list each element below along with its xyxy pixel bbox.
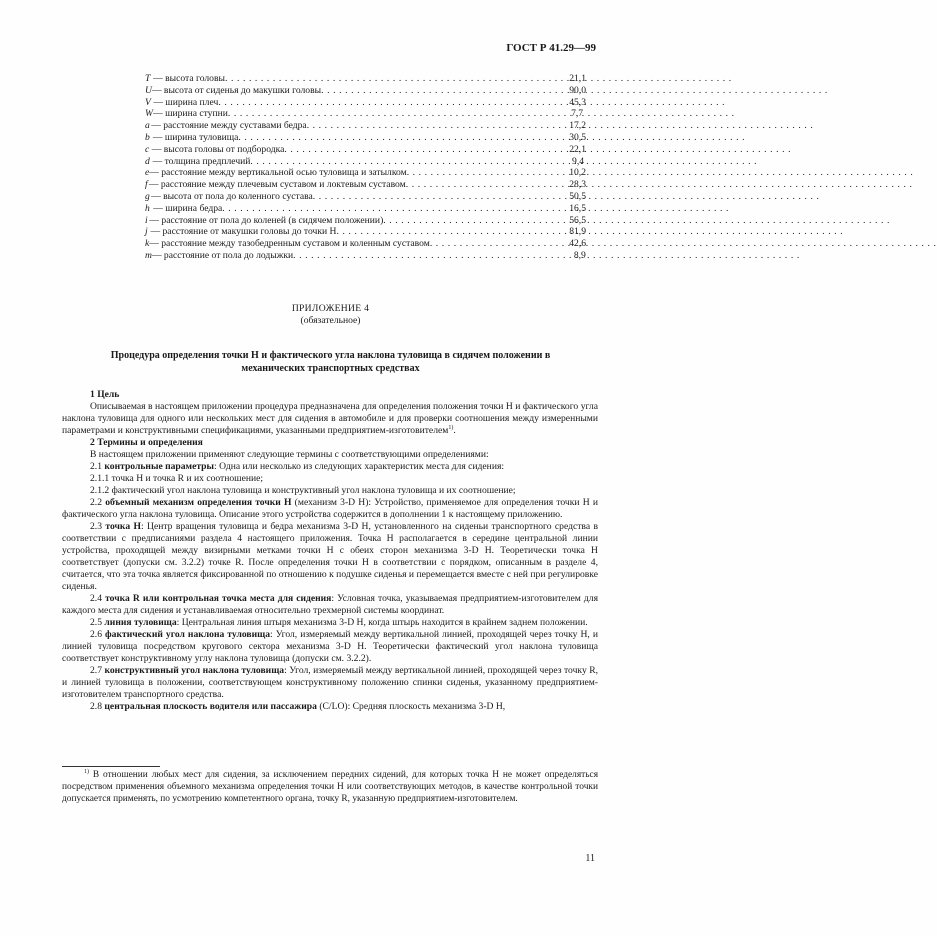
- paragraph-2-1: [62, 461, 598, 473]
- paragraph-2-6: [62, 629, 598, 665]
- paragraph-2-7: [62, 665, 598, 701]
- dimension-symbol: j: [145, 226, 148, 238]
- dimension-row: [145, 215, 586, 227]
- paragraph-2-1-2: 2.1.2 фактический угол наклона туловища и конструктивный угол наклона туловища и их соотношение;: [90, 485, 516, 496]
- dimension-value: 7,7: [571, 108, 584, 120]
- paragraph-2-1-1: 2.1.1 точка H и точка R и их соотношение;: [90, 473, 264, 484]
- dimension-value: 81,9: [569, 226, 586, 238]
- dimension-symbol: T: [145, 73, 151, 84]
- definition: : Угол, измеряемый между вертикальной линией, проходящей через точку H, и линией туловища посредством кругового сектора механизма 3-D H. Теоретически фактический угол наклона туловища соответствует конструктивному углу наклона туловища (допуски см. 3.2.2).: [62, 629, 598, 664]
- dimension-value: 90,0: [569, 84, 586, 96]
- para-number: 2.1: [90, 461, 102, 472]
- para-number: 2.5: [90, 617, 102, 628]
- dimension-value: 8,9: [573, 249, 586, 261]
- dimension-symbol: k: [145, 238, 150, 250]
- term: контрольные параметры: [104, 461, 215, 472]
- leader-dots: [383, 215, 569, 227]
- section-1-heading: 1 Цель: [90, 389, 120, 400]
- paragraph-2-5: [62, 617, 598, 629]
- dimension-value: 22,1: [569, 143, 586, 155]
- dimension-row: [145, 132, 586, 144]
- term: объемный механизм определения точки H: [105, 497, 292, 508]
- definition: : Условная точка, указываемая предприятием-изготовителем для каждого места для сидения и устанавливаемая относительно трехмерной системы координат.: [62, 593, 599, 616]
- section-2-intro: В настоящем приложении применяют следующие термины с соответствующими определениями:: [90, 449, 489, 460]
- dimension-label: — расстояние между суставами бедра: [151, 120, 307, 132]
- dimension-symbol: b: [145, 131, 150, 143]
- dimension-label: — высота от сиденья до макушки головы: [151, 84, 322, 96]
- dimension-value: 42,6: [569, 238, 586, 250]
- dimension-symbol: c: [145, 143, 150, 155]
- section-1-paragraph: Описываемая в настоящем приложении процедура предназначена для определения положения точки H и фактического угла наклона туловища для одного или нескольких мест для сидения в автомобиле и для проверки соотношения между измеренными параметрами и конструктивными спецификациями, указанными предприятием-изготовителем$^{1)}$.: [62, 401, 598, 436]
- dimension-symbol: h: [145, 202, 150, 214]
- dimension-row: [145, 144, 586, 156]
- leader-dots: [321, 85, 569, 97]
- dimension-label: — ширина ступни: [153, 108, 228, 120]
- dimensions-list: [145, 73, 586, 262]
- dimension-value: 45,3: [569, 96, 586, 108]
- dimension-symbol: f: [145, 179, 148, 191]
- leader-dots: [406, 179, 569, 191]
- dimension-label: — высота головы: [153, 73, 225, 84]
- leader-dots: [228, 108, 571, 120]
- dimension-value: 16,5: [569, 202, 586, 214]
- dimension-symbol: g: [145, 190, 150, 202]
- para-number: 2.3: [90, 521, 102, 532]
- dimension-label: — расстояние от пола до лодыжки: [151, 249, 294, 261]
- dimension-symbol: m: [145, 249, 152, 261]
- dimension-value: 10,2: [569, 167, 586, 179]
- paragraph-2-3: [62, 521, 598, 593]
- dimension-value: 56,5: [569, 214, 586, 226]
- dimension-label: — ширина плеч: [153, 96, 219, 108]
- dimension-value: 17,2: [569, 120, 586, 132]
- dimension-symbol: i: [145, 214, 148, 226]
- body-text: [62, 389, 598, 713]
- footnote-divider: [62, 766, 160, 767]
- section-2-heading: 2 Термины и определения: [90, 437, 203, 448]
- term: фактический угол наклона туловища: [105, 629, 270, 640]
- dimension-row: [145, 191, 586, 203]
- page-number: 11: [585, 853, 595, 864]
- dimension-row: [145, 108, 586, 120]
- dimension-row: [145, 97, 586, 109]
- dimension-label: — ширина бедра: [153, 202, 223, 214]
- dimension-symbol: V: [145, 96, 151, 108]
- dimension-value: 21,1: [569, 73, 586, 84]
- dimension-label: — ширина туловища: [152, 131, 239, 143]
- section-1-text: Описываемая в настоящем приложении процедура предназначена для определения положения точки H и фактического угла наклона туловища для одного или нескольких мест для сидения в автомобиле и для проверки соотношения между измеренными параметрами и конструктивными спецификациями, указанными предприятием-изготовителем: [62, 401, 598, 436]
- dimension-row: [145, 226, 586, 238]
- footnote-ref: 1): [448, 424, 454, 431]
- definition: : Одна или несколько из следующих характеристик места для сидения:: [214, 461, 505, 472]
- leader-dots: [407, 167, 570, 179]
- dimension-label: — расстояние от пола до коленей (в сидячем положении): [149, 214, 384, 226]
- leader-dots: [337, 226, 570, 238]
- paragraph-2-2: [62, 497, 598, 521]
- dimension-row: [145, 156, 586, 168]
- dimension-row: [145, 250, 586, 262]
- para-number: 2.8: [90, 701, 102, 712]
- leader-dots: [293, 250, 574, 262]
- term: линия туловища: [104, 617, 177, 628]
- term: центральная плоскость водителя или пассажира: [104, 701, 317, 712]
- para-number: 2.4: [90, 593, 102, 604]
- dimension-row: [145, 167, 586, 179]
- dimension-value: 50,5: [569, 190, 586, 202]
- dimension-label: — высота от пола до коленного сустава: [151, 190, 313, 202]
- dimension-row: [145, 238, 586, 250]
- footnote-text: В отношении любых мест для сидения, за исключением передних сидений, для которых точка H не может определяться посредством применения объемного механизма определения точки H или соответствующих методов, в качестве контрольной точки допускается применять, по усмотрению компетентного органа, точку R, указанную предприятием-изготовителем.: [62, 770, 599, 804]
- footnote-mark: 1): [84, 768, 89, 775]
- para-number: 2.7: [90, 665, 102, 676]
- dimension-row: [145, 120, 586, 132]
- leader-dots: [238, 132, 569, 144]
- document-header: ГОСТ Р 41.29—99: [506, 42, 596, 54]
- dimension-value: 30,5: [569, 131, 586, 143]
- dimension-row: [145, 203, 586, 215]
- paragraph-2-8: [62, 701, 598, 713]
- appendix-subtitle: (обязательное): [300, 315, 361, 326]
- definition: (C/LO): Средняя плоскость механизма 3-D H,: [316, 701, 506, 712]
- dimension-label: — высота головы от подбородка: [151, 143, 285, 155]
- footnote: [62, 770, 598, 805]
- definition: (механизм 3-D H): Устройство, применяемое для определения точки H и фактического угла наклона туловища. Описание этого устройства содержится в дополнении 1 к настоящему приложению.: [62, 497, 598, 520]
- appendix-title: ПРИЛОЖЕНИЕ 4: [291, 303, 370, 314]
- term: конструктивный угол наклона туловища: [104, 665, 285, 676]
- definition: : Угол, измеряемый между вертикальной линией, проходящей через точку R, и линией туловища в положении, соответствующем конструктивному положению спинки сиденья, указанному предприятием-изготовителем транспортного средства.: [62, 665, 598, 700]
- dimension-label: — расстояние между вертикальной осью туловища и затылком: [149, 167, 407, 179]
- leader-dots: [430, 238, 569, 250]
- dimension-label: — расстояние между тазобедренным суставом и коленным суставом: [149, 238, 430, 250]
- leader-dots: [313, 191, 569, 203]
- para-number: 2.6: [90, 629, 102, 640]
- definition: : Центральная линия штыря механизма 3-D H, когда штырь находится в крайнем заднем положении.: [176, 617, 588, 628]
- dimension-row: [145, 179, 586, 191]
- dimension-value: 9,4: [572, 155, 585, 167]
- term: точка R или контрольная точка места для сидения: [105, 593, 332, 604]
- dimension-symbol: a: [145, 120, 150, 132]
- dimension-label: — толщина предплечий: [152, 155, 251, 167]
- dimension-label: — расстояние между плечевым суставом и локтевым суставом: [148, 179, 406, 191]
- dimension-value: 28,3: [569, 179, 586, 191]
- leader-dots: [284, 144, 569, 156]
- leader-dots: [250, 156, 572, 168]
- leader-dots: [222, 203, 569, 215]
- definition: : Центр вращения туловища и бедра механизма 3-D H, установленного на сиденьи транспортного средства в соответствии с предписаниями раздела 4 настоящего приложения. Точка H располагается в середине центральной линии устройства, проходящей между визирными метками точки H с обеих сторон механизма 3-D H. Теоретически точка H соответствует (допуски см. 3.2.2) точке R. После определения точки H в соответствии с порядком, описанным в разделе 4, считается, что эта точка является фиксированной по отношению к подушке сиденья и перемещается вместе с ней при регулировке сиденья.: [62, 521, 598, 592]
- dimension-row: [145, 73, 586, 85]
- dimension-symbol: U: [145, 84, 152, 96]
- leader-dots: [307, 120, 570, 132]
- leader-dots: [225, 73, 569, 85]
- para-number: 2.2: [90, 497, 102, 508]
- procedure-title: Процедура определения точки H и фактического угла наклона туловища в сидячем положении в механических транспортных средствах: [110, 350, 551, 374]
- dimension-row: [145, 85, 586, 97]
- dimension-label: — расстояние от макушки головы до точки H: [150, 226, 337, 238]
- leader-dots: [218, 97, 569, 109]
- term: точка H: [105, 521, 141, 532]
- paragraph-2-4: [62, 593, 598, 617]
- dimension-symbol: d: [145, 155, 150, 167]
- dimension-symbol: W: [145, 108, 153, 120]
- dimension-symbol: e: [145, 167, 150, 179]
